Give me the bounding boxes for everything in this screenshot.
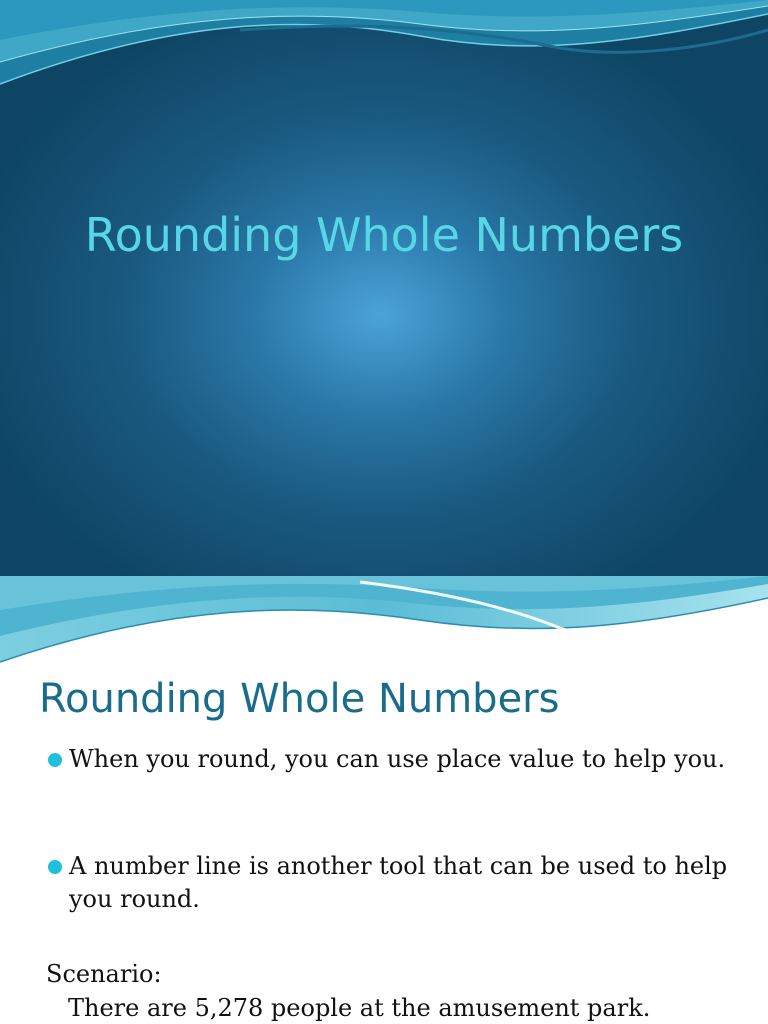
bullet-dot-icon: [48, 860, 62, 874]
slide-heading: Rounding Whole Numbers: [39, 676, 560, 722]
scenario-text: There are 5,278 people at the amusement park.: [68, 994, 651, 1022]
bullet-text: A number line is another tool that can be used to help you round.: [69, 852, 728, 913]
bullet-item: [48, 743, 738, 776]
header-wave-decoration: [0, 0, 768, 110]
slide-title: Rounding Whole Numbers: [84, 208, 684, 262]
content-slide: [0, 576, 768, 1024]
header-wave-decoration: [0, 576, 768, 672]
bullet-text: When you round, you can use place value to help you.: [69, 745, 726, 773]
scenario-label: Scenario:: [46, 960, 162, 988]
bullet-item: [48, 850, 738, 916]
bullet-dot-icon: [48, 753, 62, 767]
